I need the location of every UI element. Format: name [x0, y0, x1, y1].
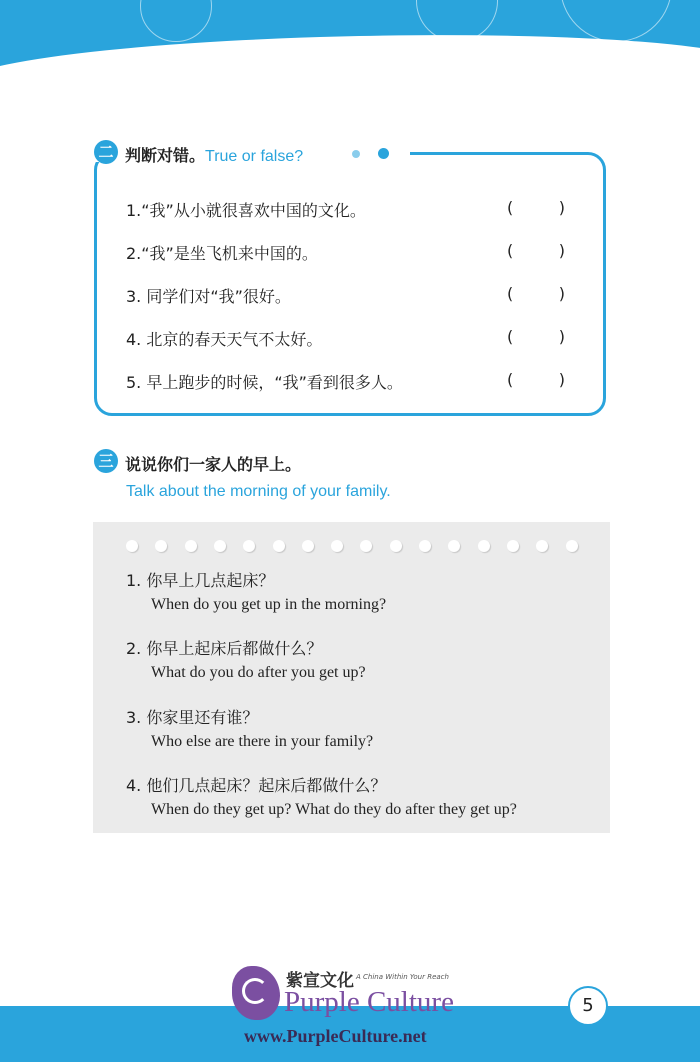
question-4-en: When do they get up? What do they do after they get up? [151, 801, 517, 818]
decor-dot [352, 150, 360, 158]
decor-dot [378, 148, 389, 159]
decor-circle [560, 0, 672, 42]
notebook-hole [390, 540, 402, 552]
notebook-hole [214, 540, 226, 552]
watermark-url[interactable]: www.PurpleCulture.net [244, 1026, 427, 1046]
statement-2: 2.“我”是坐飞机来中国的。 [126, 244, 318, 263]
section-title-en: True or false? [205, 148, 304, 165]
logo-tagline: A China Within Your Reach [356, 973, 449, 981]
statement-5: 5. 早上跑步的时候，“我”看到很多人。 [126, 373, 403, 392]
decor-circle [140, 0, 212, 42]
notebook-hole [478, 540, 490, 552]
statement-3: 3. 同学们对“我”很好。 [126, 287, 291, 306]
logo-text-cn: 紫宣文化 [286, 971, 354, 991]
answer-blank-4[interactable]: ( ) [507, 327, 565, 346]
question-3-en: Who else are there in your family? [151, 733, 374, 750]
question-1-en: When do you get up in the morning? [151, 596, 387, 613]
chapter-title [350, 38, 626, 63]
section-number-badge: 二 [94, 140, 118, 164]
chapter-title-cn: 北京的早上 [350, 43, 436, 63]
notebook-hole [273, 540, 285, 552]
section-number-badge: 三 [94, 449, 118, 473]
logo-text-en: Purple Culture [284, 986, 454, 1018]
section-title-en: Talk about the morning of your family. [126, 483, 391, 500]
answer-blank-1[interactable]: ( ) [507, 198, 565, 217]
notebook-hole [185, 540, 197, 552]
question-3-cn: 3. 你家里还有谁？ [126, 708, 259, 727]
answer-blank-2[interactable]: ( ) [507, 241, 565, 260]
statement-1: 1.“我”从小就很喜欢中国的文化。 [126, 201, 366, 220]
notebook-hole [126, 540, 138, 552]
question-4-cn: 4. 他们几点起床？起床后都做什么？ [126, 776, 387, 795]
notebook-hole [566, 540, 578, 552]
question-2-en: What do you do after you get up? [151, 664, 366, 681]
section-title-cn: 判断对错。True or false? [125, 146, 304, 165]
statement-4: 4. 北京的春天天气不太好。 [126, 330, 323, 349]
notebook-hole [302, 540, 314, 552]
purple-culture-logo-icon [232, 966, 280, 1020]
answer-blank-5[interactable]: ( ) [507, 370, 565, 389]
chapter-title-en: The Morning in Beijing [454, 42, 626, 62]
notebook-hole [507, 540, 519, 552]
notebook-hole [331, 540, 343, 552]
answer-blank-3[interactable]: ( ) [507, 284, 565, 303]
question-2-cn: 2. 你早上起床后都做什么？ [126, 639, 323, 658]
question-1-cn: 1. 你早上几点起床？ [126, 571, 275, 590]
page-number: 5 [568, 986, 608, 1026]
notebook-hole [419, 540, 431, 552]
section-title-cn: 说说你们一家人的早上。 [125, 455, 302, 474]
